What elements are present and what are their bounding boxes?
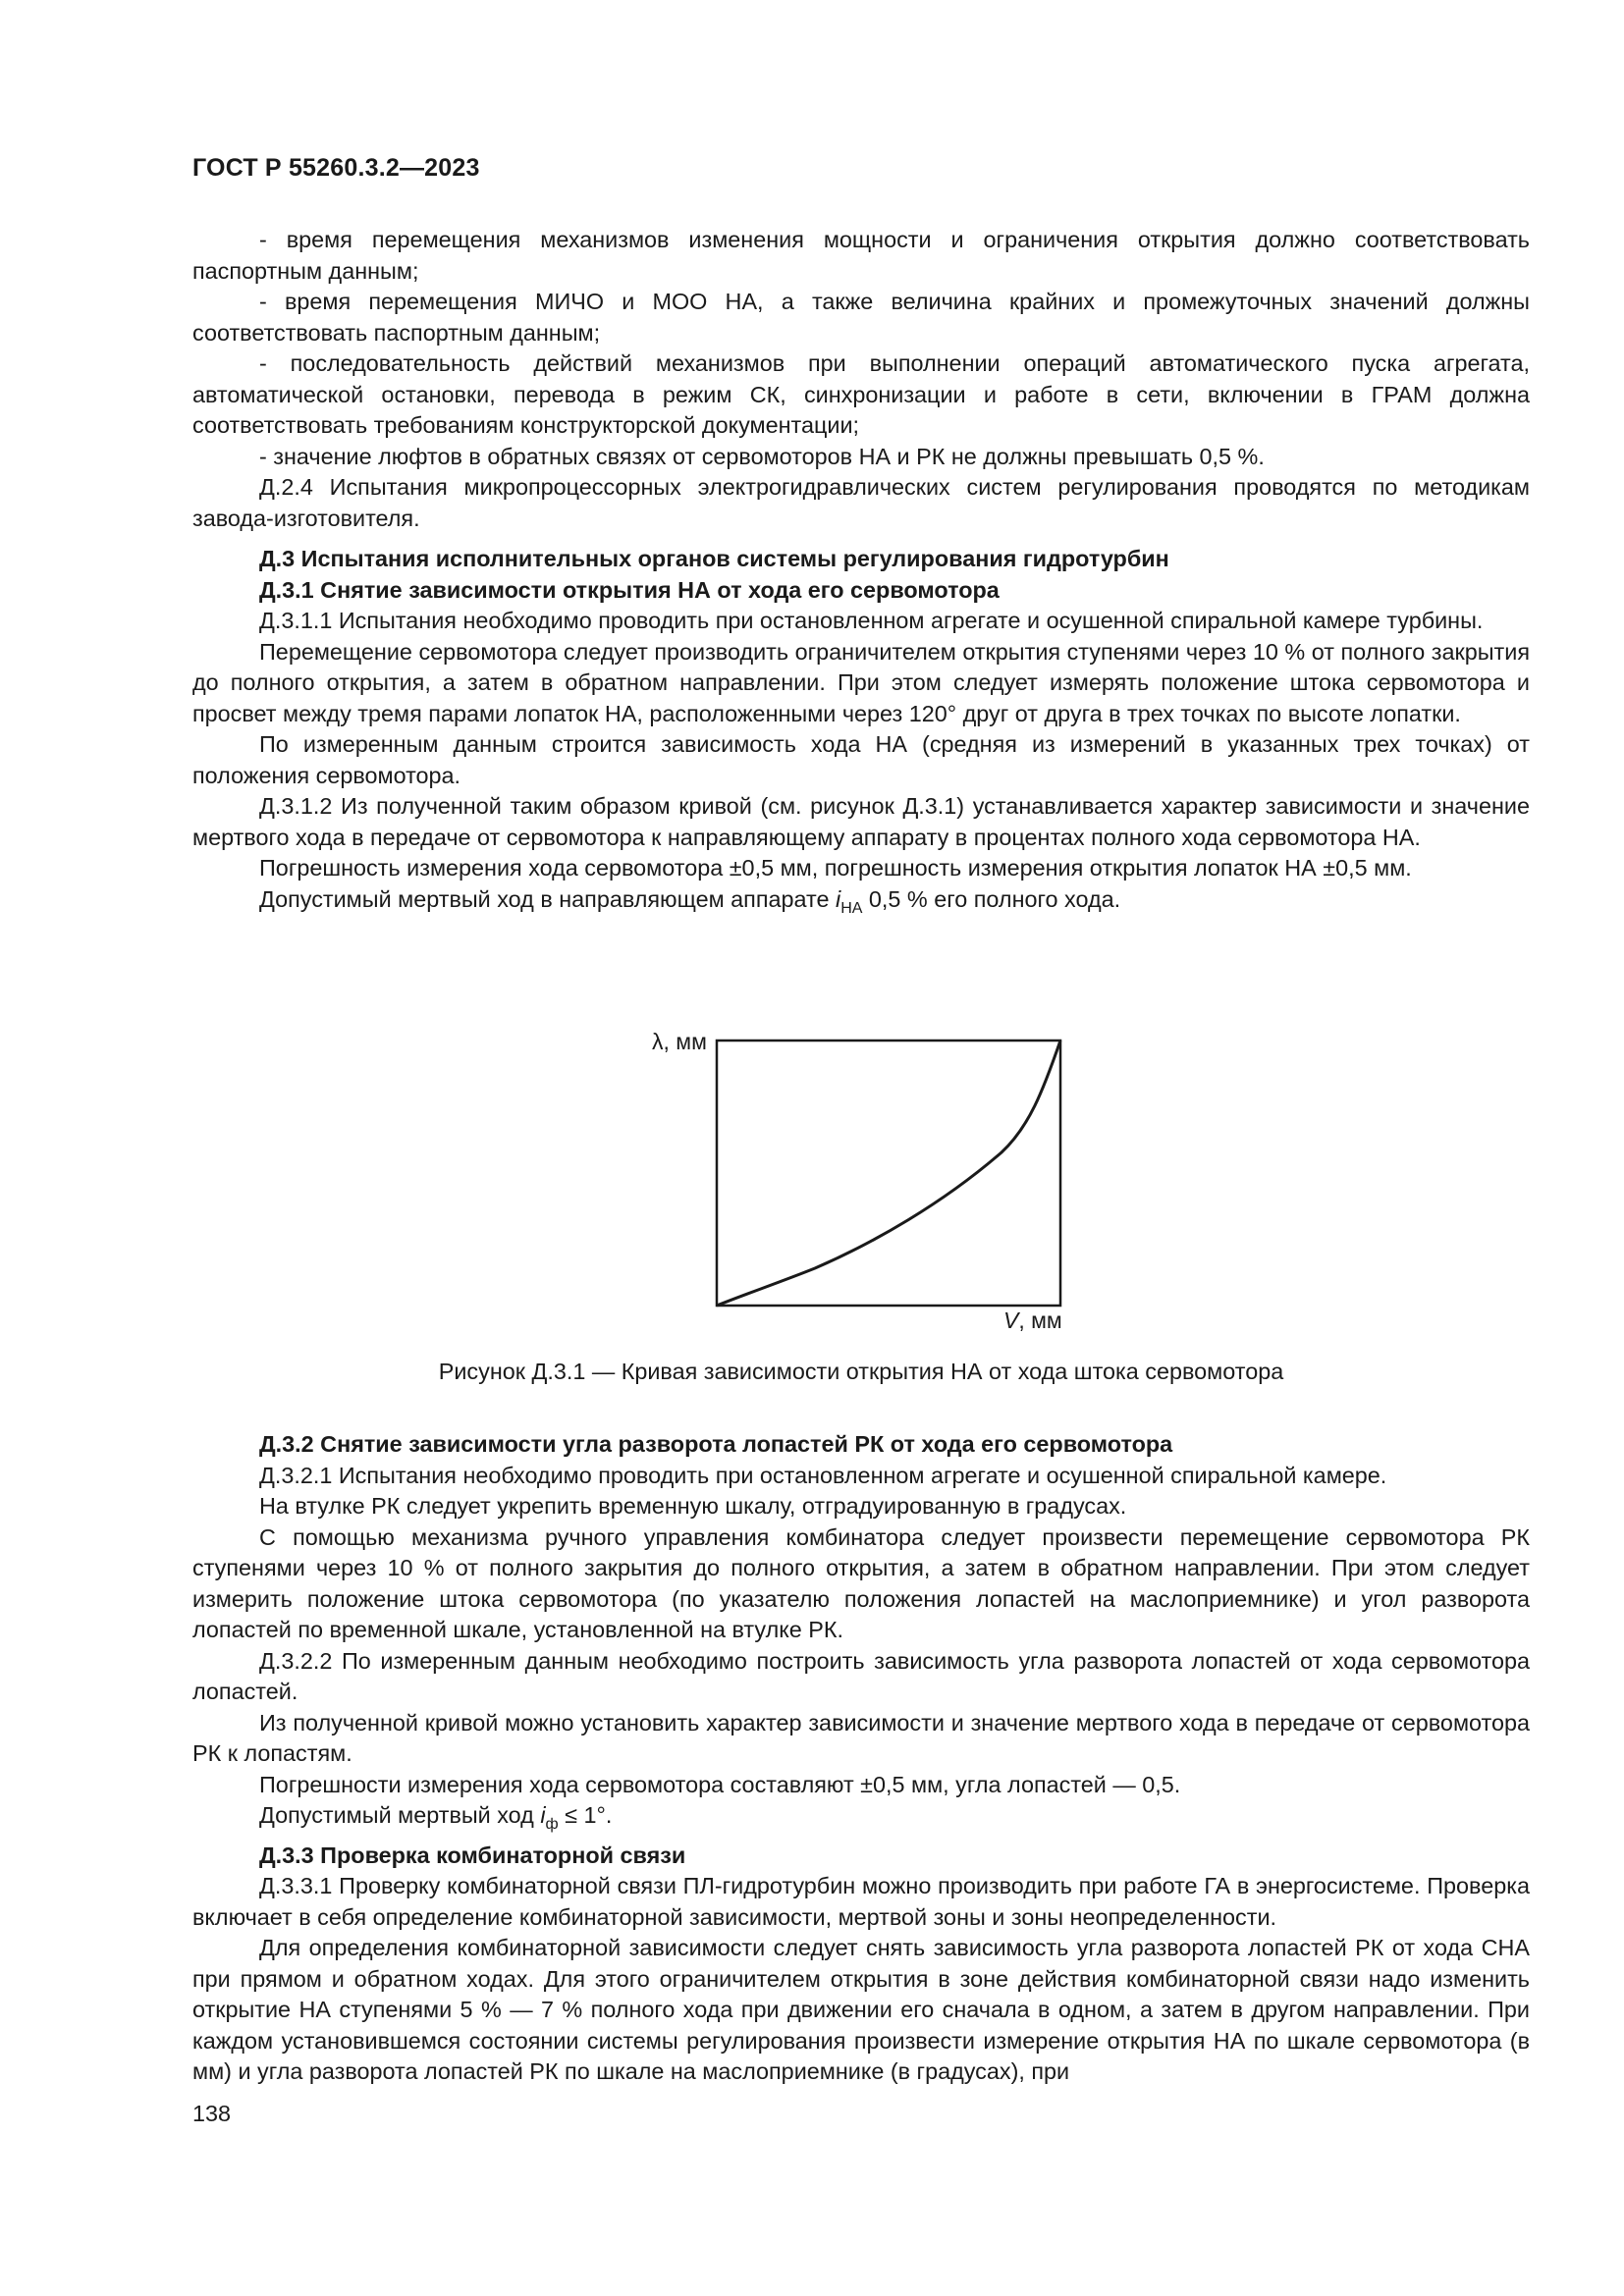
paragraph: Допустимый мертвый ход в направляющем аппарате $i_{НА}$ 0,5 % его полного хода.: [259, 885, 1121, 917]
figure-caption: Рисунок Д.3.1 — Кривая зависимости открытия НА от хода штока сервомотора: [438, 1359, 1284, 1384]
paragraph: С помощью механизма ручного управления комбинатора следует произвести перемещение сервомотора РК ступенями через 10 % от полного закрытия до полного открытия, а затем в обратном направлении. При этом следует измерить положение штока сервомотора (по указателю положения лопастей на маслоприемнике) и угол разворота лопастей по временной шкале, установленной на втулке РК.: [192, 1523, 1530, 1642]
section-heading: Д.3.1 Снятие зависимости открытия НА от хода его сервомотора: [259, 576, 1000, 603]
paragraph: Д.3.3.1 Проверку комбинаторной связи ПЛ-гидротурбин можно производить при работе ГА в энергосистеме. Проверка включает в себя определение комбинаторной зависимости, мертвой зоны и зоны неопределенности.: [192, 1873, 1530, 1930]
paragraph: - время перемещения МИЧО и МОО НА, а также величина крайних и промежуточных значений должны соответствовать паспортным данным;: [192, 289, 1530, 346]
paragraph: Погрешности измерения хода сервомотора составляют ±0,5 мм, угла лопастей — 0,5.: [259, 1771, 1181, 1797]
paragraph: - значение люфтов в обратных связях от сервомоторов НА и РК не должны превышать 0,5 %.: [259, 443, 1265, 469]
paragraph: Погрешность измерения хода сервомотора ±0,5 мм, погрешность измерения открытия лопаток НА ±0,5 мм.: [259, 855, 1412, 881]
paragraph: Для определения комбинаторной зависимости следует снять зависимость угла разворота лопастей РК от хода СНА при прямом и обратном ходах. Для этого ограничителем открытия в зоне действия комбинаторной связи надо изменить открытие НА ступенями 5 % — 7 % полного хода при движении его сначала в одном, а затем в другом направлении. При каждом установившемся состоянии системы регулирования произвести измерение открытия НА по шкале сервомотора (в мм) и угла разворота лопастей РК по шкале на маслоприемнике (в градусах), при: [192, 1935, 1530, 2084]
paragraph: Д.3.2.1 Испытания необходимо проводить при остановленном агрегате и осушенной спиральной камере.: [259, 1462, 1387, 1488]
curve-plot: [619, 1015, 1080, 1339]
paragraph: Д.3.1.2 Из полученной таким образом кривой (см. рисунок Д.3.1) устанавливается характер зависимости и значение мертвого хода в передаче от сервомотора к направляющему аппарату в процентах полного хода сервомотора НА.: [192, 793, 1530, 850]
paragraph: - последовательность действий механизмов при выполнении операций автоматического пуска агрегата, автоматической остановки, перевода в режим СК, синхронизации и работе в сети, включении в ГРАМ должна соответствовать требованиям конструкторской документации;: [192, 350, 1530, 438]
dependency-curve: [717, 1041, 1060, 1306]
paragraph: Допустимый мертвый ход $i_ф \le 1^\circ$.: [259, 1802, 613, 1833]
y-axis-label: λ, мм: [652, 1029, 707, 1054]
section-heading: Д.3.3 Проверка комбинаторной связи: [259, 1842, 686, 1868]
page-number: 138: [192, 2101, 232, 2126]
figure-d31: [619, 1015, 1080, 1339]
section-heading: Д.3.2 Снятие зависимости угла разворота лопастей РК от хода его сервомотора: [259, 1431, 1173, 1457]
paragraph: Д.3.2.2 По измеренным данным необходимо построить зависимость угла разворота лопастей от хода сервомотора лопастей.: [192, 1647, 1530, 1704]
paragraph: Д.2.4 Испытания микропроцессорных электрогидравлических систем регулирования проводятся по методикам завода-изготовителя.: [192, 474, 1530, 531]
text-block-top: [192, 225, 1530, 534]
document-header: ГОСТ Р 55260.3.2—2023: [192, 154, 480, 182]
paragraph: Перемещение сервомотора следует производить ограничителем открытия ступенями через 10 % от полного закрытия до полного открытия, а затем в обратном направлении. При этом следует измерять положение штока сервомотора и просвет между тремя парами лопаток НА, расположенными через 120° друг от друга в трех точках по высоте лопатки.: [192, 638, 1530, 726]
paragraph: - время перемещения механизмов изменения мощности и ограничения открытия должно соответствовать паспортным данным;: [192, 227, 1530, 284]
x-axis-label: V, мм: [1003, 1308, 1062, 1333]
plot-frame: [717, 1041, 1060, 1306]
paragraph: Из полученной кривой можно установить характер зависимости и значение мертвого хода в передаче от сервомотора РК к лопастям.: [192, 1709, 1530, 1766]
text-block-middle: [192, 544, 1530, 924]
paragraph: По измеренным данным строится зависимость хода НА (средняя из измерений в указанных трех точках) от положения сервомотора.: [192, 731, 1530, 788]
section-heading: Д.3 Испытания исполнительных органов системы регулирования гидротурбин: [259, 546, 1169, 571]
text-block-bottom: [192, 1429, 1530, 2088]
paragraph: На втулке РК следует укрепить временную шкалу, отградуированную в градусах.: [259, 1493, 1127, 1519]
paragraph: Д.3.1.1 Испытания необходимо проводить при остановленном агрегате и осушенной спиральной камере турбины.: [259, 608, 1484, 633]
